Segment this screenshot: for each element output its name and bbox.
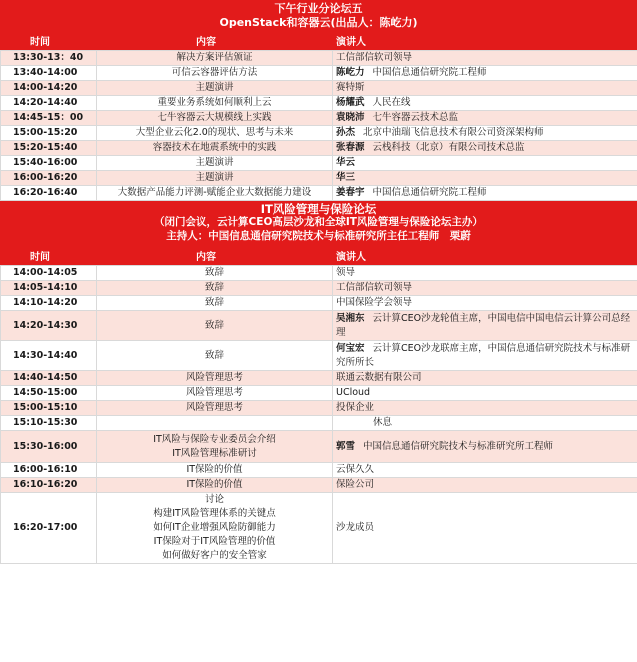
row-content: IT保险的价值 [97, 463, 333, 478]
row-time: 15:00-15:10 [1, 401, 97, 416]
row-time: 14:50-15:00 [1, 386, 97, 401]
row-speaker [333, 186, 637, 201]
speaker-name: 郭雪 [336, 440, 356, 452]
row-content: 主题演讲 [97, 156, 333, 171]
row-content: 致辞 [97, 341, 333, 371]
row-content-line: 如何IT企业增强风险防御能力 [153, 522, 276, 533]
speaker-name: 姜春宇 [336, 187, 365, 198]
table-row [1, 126, 637, 141]
speaker-org: 北京中油瑞飞信息技术有限公司资深架构师 [363, 127, 544, 138]
row-speaker [333, 66, 637, 81]
header-speaker: 演讲人 [336, 252, 366, 263]
section1-title: 下午行业分论坛五 [274, 2, 363, 15]
speaker-org: 中国信息通信研究院工程师 [372, 67, 487, 78]
section2-title: IT风险管理与保险论坛 [260, 202, 377, 216]
row-content-line: IT风险与保险专业委员会介绍 [153, 433, 276, 445]
speaker-org: 云保久久 [336, 464, 375, 475]
row-speaker [333, 401, 637, 416]
section1-subtitle: OpenStack和容器云(出品人：陈屹力) [219, 15, 418, 29]
table-row [1, 386, 637, 401]
row-content: 大型企业云化2.0的现状、思考与未来 [97, 126, 333, 141]
speaker-org: 人民在线 [372, 97, 411, 108]
header-time: 时间 [30, 37, 50, 48]
row-time: 14:20-14:40 [1, 96, 97, 111]
speaker-org: UCloud [336, 387, 371, 398]
row-time: 16:00-16:20 [1, 171, 97, 186]
speaker-name: 袁晓沛 [336, 112, 365, 123]
table-row [1, 81, 637, 96]
row-content: 风险管理思考 [97, 386, 333, 401]
section1-table [0, 50, 637, 201]
row-time: 16:10-16:20 [1, 478, 97, 493]
section2-table [0, 265, 637, 564]
table-row [1, 66, 637, 81]
row-content-line: 构建IT风险管理体系的关键点 [153, 508, 276, 519]
table-row [1, 341, 637, 371]
header-content: 内容 [196, 37, 216, 48]
row-content: IT保险的价值 [97, 478, 333, 493]
speaker-name: 华云 [336, 157, 356, 168]
row-speaker [333, 431, 637, 463]
speaker-org: 保险公司 [336, 479, 375, 490]
table-row [1, 156, 637, 171]
row-content-line: 如何做好客户的安全管家 [162, 550, 267, 561]
row-speaker [333, 478, 637, 493]
row-speaker [333, 111, 637, 126]
section2-header-row [0, 251, 637, 265]
row-time: 14:20-14:30 [1, 311, 97, 341]
row-time: 14:00-14:05 [1, 266, 97, 281]
table-row [1, 281, 637, 296]
row-speaker [333, 463, 637, 478]
row-content: 容器技术在地震系统中的实践 [97, 141, 333, 156]
row-time: 15:00-15:20 [1, 126, 97, 141]
row-content [97, 493, 333, 564]
row-content: 致辞 [97, 281, 333, 296]
speaker-org: 云计算CEO沙龙轮值主席，中国电信中国电信云计算公司总经理 [336, 312, 631, 338]
row-content: 致辞 [97, 296, 333, 311]
speaker-org: 云计算CEO沙龙联席主席，中国信息通信研究院技术与标准研究所所长 [336, 342, 631, 368]
row-speaker [333, 51, 637, 66]
row-speaker [333, 81, 637, 96]
speaker-name: 华三 [336, 172, 356, 183]
speaker-org: 中国信息通信研究院技术与标准研究所工程师 [363, 440, 554, 452]
row-time: 14:05-14:10 [1, 281, 97, 296]
table-row [1, 51, 637, 66]
row-time: 14:45-15：00 [1, 111, 97, 126]
section2-banner [0, 201, 637, 251]
speaker-org: 投保企业 [336, 402, 375, 413]
row-speaker [333, 141, 637, 156]
row-time: 16:20-16:40 [1, 186, 97, 201]
row-time: 14:10-14:20 [1, 296, 97, 311]
speaker-org: 中国信息通信研究院工程师 [372, 187, 487, 198]
row-time: 15:30-16:00 [1, 431, 97, 463]
row-time: 15:40-16:00 [1, 156, 97, 171]
row-time: 16:00-16:10 [1, 463, 97, 478]
row-content: 解决方案评估颁证 [97, 51, 333, 66]
row-speaker [333, 156, 637, 171]
row-speaker [333, 493, 637, 564]
table-row [1, 96, 637, 111]
speaker-name: 吴湘东 [336, 312, 365, 324]
row-speaker [333, 96, 637, 111]
table-row [1, 141, 637, 156]
table-row [1, 493, 637, 564]
section2-subtitle: （闭门会议，云计算CEO高层沙龙和全球IT风险管理与保险论坛主办） [154, 216, 483, 229]
row-content-line: IT保险对于IT风险管理的价值 [153, 536, 276, 547]
row-content [97, 416, 333, 431]
row-content: 大数据产品能力评测-赋能企业大数据能力建设 [97, 186, 333, 201]
row-speaker [333, 341, 637, 371]
header-content: 内容 [196, 252, 216, 263]
row-content-line: 讨论 [204, 494, 224, 505]
table-row [1, 311, 637, 341]
row-content: 七牛容器云大规模线上实践 [97, 111, 333, 126]
table-row [1, 171, 637, 186]
table-row [1, 371, 637, 386]
row-content-line: IT风险管理标准研讨 [172, 447, 257, 459]
row-speaker [333, 371, 637, 386]
table-row [1, 266, 637, 281]
row-content: 主题演讲 [97, 171, 333, 186]
table-row [1, 478, 637, 493]
row-speaker [333, 266, 637, 281]
row-speaker [333, 416, 637, 431]
row-time: 14:30-14:40 [1, 341, 97, 371]
row-time: 14:00-14:20 [1, 81, 97, 96]
section1-banner [0, 0, 637, 36]
speaker-name: 孙杰 [336, 127, 356, 138]
speaker-name: 张春源 [336, 142, 365, 153]
row-speaker [333, 171, 637, 186]
row-content: 致辞 [97, 266, 333, 281]
table-row [1, 431, 637, 463]
row-speaker [333, 386, 637, 401]
table-row [1, 111, 637, 126]
speaker-org: 工信部信软司领导 [336, 52, 413, 63]
speaker-name: 何宝宏 [336, 342, 365, 354]
row-time: 14:40-14:50 [1, 371, 97, 386]
table-row [1, 186, 637, 201]
speaker-name: 陈屹力 [336, 67, 365, 78]
row-content: 可信云容器评估方法 [97, 66, 333, 81]
row-speaker [333, 296, 637, 311]
speaker-org: 联通云数据有限公司 [336, 372, 422, 383]
header-speaker: 演讲人 [336, 37, 366, 48]
row-content [97, 431, 333, 463]
section1-header-row [0, 36, 637, 50]
row-content: 风险管理思考 [97, 371, 333, 386]
speaker-org: 领导 [336, 267, 356, 278]
speaker-name: 杨耀武 [336, 97, 365, 108]
row-content: 致辞 [97, 311, 333, 341]
row-content: 主题演讲 [97, 81, 333, 96]
speaker-org: 沙龙成员 [336, 522, 375, 533]
row-content: 重要业务系统如何顺利上云 [97, 96, 333, 111]
row-time: 16:20-17:00 [1, 493, 97, 564]
row-speaker [333, 281, 637, 296]
table-row [1, 463, 637, 478]
row-time: 13:30-13：40 [1, 51, 97, 66]
speaker-org: 云栈科技（北京）有限公司技术总监 [372, 142, 525, 153]
row-time: 15:20-15:40 [1, 141, 97, 156]
speaker-org: 赛特斯 [336, 82, 365, 93]
table-row [1, 416, 637, 431]
speaker-org: 中国保险学会领导 [336, 297, 413, 308]
speaker-org: 休息 [373, 417, 393, 428]
speaker-org: 工信部信软司领导 [336, 282, 413, 293]
row-speaker [333, 311, 637, 341]
row-time: 15:10-15:30 [1, 416, 97, 431]
header-time: 时间 [30, 252, 50, 263]
table-row [1, 401, 637, 416]
row-speaker [333, 126, 637, 141]
row-time: 13:40-14:00 [1, 66, 97, 81]
table-row [1, 296, 637, 311]
section2-host: 主持人：中国信息通信研究院技术与标准研究所主任工程师 栗蔚 [166, 229, 471, 242]
row-content: 风险管理思考 [97, 401, 333, 416]
speaker-org: 七牛容器云技术总监 [372, 112, 459, 123]
